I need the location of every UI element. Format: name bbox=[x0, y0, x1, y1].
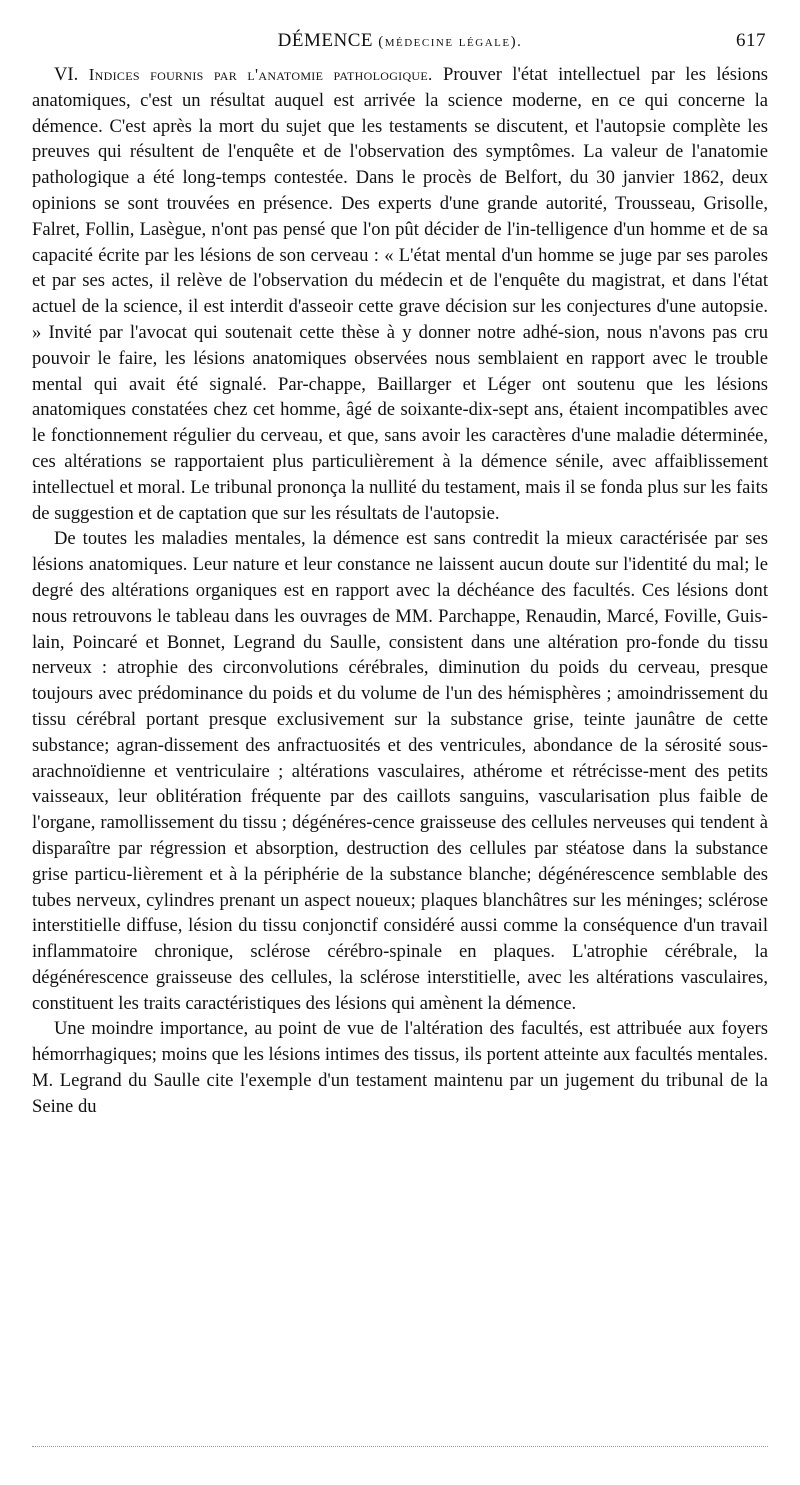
page bbox=[32, 30, 768, 1120]
page-number: 617 bbox=[736, 30, 766, 51]
body-text bbox=[32, 62, 768, 1120]
section-number: VI. bbox=[54, 64, 79, 85]
running-title bbox=[32, 30, 768, 52]
paragraph-1-text: Prouver l'état intellectuel par les lésions anatomiques, c'est un résultat auquel est arrivée la science moderne, en ce qui concerne la démence. C'est après la mort du sujet que les testaments se discutent, et l'autopsie complète les preuves qui résultent de l'enquête et de l'observation des symptômes. La valeur de l'anatomie pathologique a été long-temps contestée. Dans le procès de Belfort, du 30 janvier 1862, deux opinions se sont trouvées en présence. Des experts d'une grande autorité, Trousseau, Grisolle, Falret, Follin, Lasègue, n'ont pas pensé que l'on pût décider de l'in-telligence d'un homme et de sa capacité écrite par les lésions de son cerveau : « L'état mental d'un homme se juge par ses paroles et par ses actes, il relève de l'observation du médecin et de l'enquête du magistrat, et dans l'état actuel de la science, il est interdit d'asseoir cette grave décision sur les conjectures d'une autopsie. » Invité par l'avocat qui soutenait cette thèse à y donner notre adhé-sion, nous n'avons pas cru pouvoir le faire, les lésions anatomiques observées nous semblaient en rapport avec le trouble mental qui avait été signalé. Par-chappe, Baillarger et Léger ont soutenu que les lésions anatomiques constatées chez cet homme, âgé de soixante-dix-sept ans, étaient incompatibles avec le fonctionnement régulier du cerveau, et que, sans avoir les caractères d'une maladie déterminée, ces altérations se rapportaient plus particulièrement à la démence sénile, avec affaiblissement intellectuel et moral. Le tribunal prononça la nullité du testament, mais il se fonda plus sur les faits de suggestion et de captation que sur les résultats de l'autopsie. bbox=[32, 64, 768, 524]
paragraph-3: Une moindre importance, au point de vue de l'altération des facultés, est attribuée aux foyers hémorrhagiques; moins que les lésions intimes des tissus, ils portent atteinte aux facultés mentales. M. Legrand du Saulle cite l'exemple d'un testament maintenu par un jugement du tribunal de la Seine du bbox=[32, 1018, 768, 1117]
section-heading: Indices fournis par l'anatomie pathologique. bbox=[88, 65, 433, 84]
paragraph-2: De toutes les maladies mentales, la démence est sans contredit la mieux caractérisée par ses lésions anatomiques. Leur nature et leur constance ne laissent aucun doute sur l'identité du mal; le degré des altérations organiques est en rapport avec la déchéance des facultés. Ces lésions dont nous retrouvons le tableau dans les ouvrages de MM. Parchappe, Renaudin, Marcé, Foville, Guis-lain, Poincaré et Bonnet, Legrand du Saulle, consistent dans une altération pro-fonde du tissu nerveux : atrophie des circonvolutions cérébrales, diminution du poids du cerveau, presque toujours avec prédominance du poids et du volume de l'un des hémisphères ; amoindrissement du tissu cérébral portant presque exclusivement sur la substance grise, teinte jaunâtre de cette substance; agran-dissement des anfractuosités et des ventricules, abondance de la sérosité sous-arachnoïdienne et ventriculaire ; altérations vasculaires, athérome et rétrécisse-ment des petits vaisseaux, leur oblitération fréquente par des caillots sanguins, vascularisation plus faible de l'organe, ramollissement du tissu ; dégénéres-cence graisseuse des cellules nerveuses qui tendent à disparaître par régression et absorption, destruction des cellules par stéatose dans la substance grise particu-lièrement et à la périphérie de la substance blanche; dégénérescence semblable des tubes nerveux, cylindres prenant un aspect noueux; plaques blanchâtres sur les méninges; sclérose interstitielle diffuse, lésion du tissu conjonctif considéré aussi comme la conséquence d'un travail inflammatoire chronique, sclérose cérébro-spinale en plaques. L'atrophie cérébrale, la dégénérescence graisseuse des cellules, la sclérose interstitielle, avec les altérations vasculaires, constituent les traits caractéristiques des lésions qui amènent la démence. bbox=[32, 528, 768, 1014]
paragraph-1 bbox=[32, 62, 768, 526]
running-header bbox=[32, 30, 768, 54]
bottom-dotted-rule bbox=[32, 1446, 768, 1447]
running-title-sub: (médecine légale). bbox=[378, 34, 523, 50]
running-title-main: DÉMENCE bbox=[277, 30, 373, 51]
